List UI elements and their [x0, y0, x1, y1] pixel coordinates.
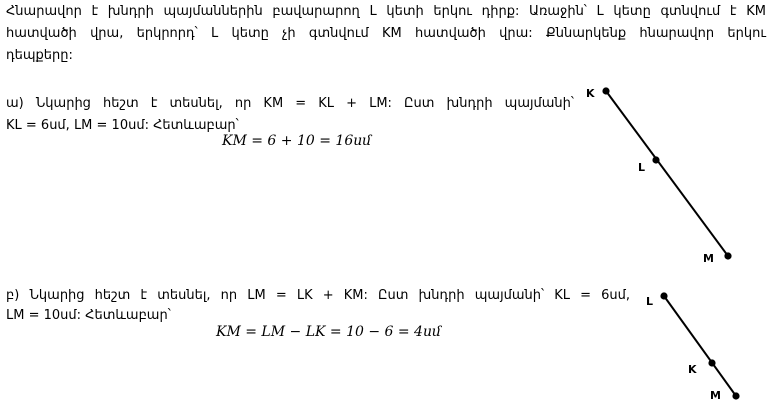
case-b-line-1: բ) Նկարից հեշտ է տեսնել, որ LM = LK + KM: Ըստ խնդրի պայմանի՝ KL = 6սմ,: [6, 288, 630, 303]
label-k-b: K: [688, 363, 697, 376]
point-k-a: [602, 87, 609, 94]
label-l-a: L: [638, 161, 646, 174]
intro-line-3: դեպքերը:: [6, 48, 73, 63]
case-a-line-1: ա) Նկարից հեշտ է տեսնել, որ KM = KL + LM: Ըստ խնդրի պայմանի՝: [6, 96, 574, 111]
point-m-b: [732, 392, 739, 399]
point-k-b: [708, 359, 715, 366]
intro-line-1: Հնարավոր է խնդրի պայմաններին բավարարող L կետի երկու դիրք: Առաջին՝ L կետը գտնվում է KM: [6, 4, 766, 19]
segment-lm-b: [664, 296, 736, 396]
case-a-line-2: KL = 6սմ, LM = 10սմ: Հետևաբար՝: [6, 118, 239, 133]
figure-a: [586, 87, 732, 265]
point-m-a: [724, 252, 731, 259]
intro-line-2: հատվածի վրա, երկրորդ՝ L կետը չի գտնվում KM հատվածի վրա: Քննարկենք հնարավոր երկու: [6, 26, 766, 41]
point-l-a: [652, 156, 659, 163]
figure-b: [646, 292, 740, 402]
label-m-a: M: [703, 252, 714, 265]
case-b-formula: KM = LM − LK = 10 − 6 = 4սմ: [216, 324, 441, 340]
case-b-line-2: LM = 10սմ: Հետևաբար՝: [6, 308, 171, 323]
case-a-formula: KM = 6 + 10 = 16սմ: [222, 133, 372, 149]
label-k-a: K: [586, 87, 595, 100]
point-l-b: [660, 292, 667, 299]
label-m-b: M: [710, 389, 721, 402]
label-l-b: L: [646, 295, 654, 308]
segment-km-a: [606, 91, 728, 256]
